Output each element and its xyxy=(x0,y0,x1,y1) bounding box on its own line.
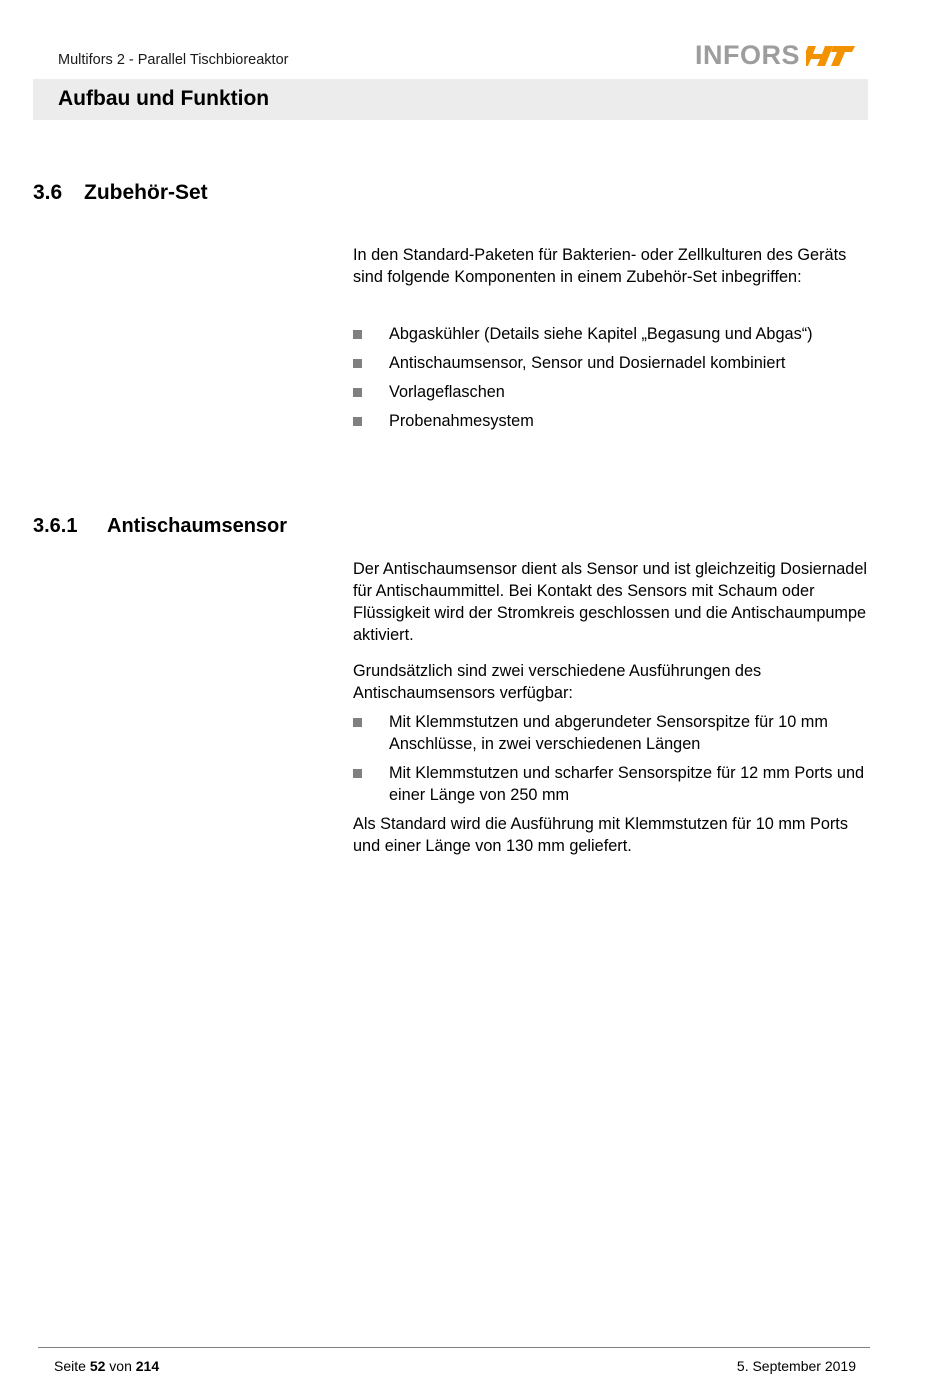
square-bullet-icon xyxy=(353,388,362,397)
document-title: Multifors 2 - Parallel Tischbioreaktor xyxy=(58,52,289,68)
section-heading-3-6 xyxy=(33,181,208,205)
square-bullet-icon xyxy=(353,417,362,426)
ht-logo-icon xyxy=(806,44,856,68)
section-intro-paragraph: In den Standard-Paketen für Bakterien- oder Zellkulturen des Geräts sind folgende Komponenten in einem Zubehör-Set inbegriffen: xyxy=(353,246,847,286)
list-item: Vorlageflaschen xyxy=(353,381,873,403)
subsection-number: 3.6.1 xyxy=(33,515,78,537)
versions-intro-paragraph: Grundsätzlich sind zwei verschiedene Ausführungen des Antischaumsensors verfügbar: xyxy=(353,662,762,702)
section-number: 3.6 xyxy=(33,181,63,204)
square-bullet-icon xyxy=(353,769,362,778)
list-item: Abgaskühler (Details siehe Kapitel „Begasung und Abgas“) xyxy=(353,323,873,345)
list-item: Antischaumsensor, Sensor und Dosiernadel kombiniert xyxy=(353,352,873,374)
section-heading-3-6-1 xyxy=(33,515,287,538)
square-bullet-icon xyxy=(353,330,362,339)
logo-wordmark: INFORS xyxy=(695,40,801,70)
subsection-title: Antischaumsensor xyxy=(107,515,288,537)
chapter-title: Aufbau und Funktion xyxy=(58,87,270,110)
footer-divider xyxy=(38,1347,870,1348)
section-title: Zubehör-Set xyxy=(84,181,208,204)
square-bullet-icon xyxy=(353,359,362,368)
standard-version-paragraph: Als Standard wird die Ausführung mit Klemmstutzen für 10 mm Ports und einer Länge von 130 mm geliefert. xyxy=(353,815,848,855)
antifoam-description-paragraph: Der Antischaumsensor dient als Sensor und ist gleichzeitig Dosiernadel für Antischaummittel. Bei Kontakt des Sensors mit Schaum oder Flüssigkeit wird der Stromkreis geschlossen und die Antischaumpumpe aktiviert. xyxy=(353,560,868,644)
square-bullet-icon xyxy=(353,718,362,727)
sensor-versions-list xyxy=(353,711,873,813)
footer-date: 5. September 2019 xyxy=(736,1358,856,1374)
list-item: Mit Klemmstutzen und scharfer Sensorspitze für 12 mm Ports und einer Länge von 250 mm xyxy=(353,762,873,806)
accessory-list xyxy=(353,323,873,439)
page-number: Seite 52 von 214 xyxy=(54,1358,160,1374)
list-item: Mit Klemmstutzen und abgerundeter Sensorspitze für 10 mm Anschlüsse, in zwei verschiedenen Längen xyxy=(353,711,873,755)
infors-ht-logo xyxy=(695,42,856,69)
list-item: Probenahmesystem xyxy=(353,410,873,432)
chapter-header-bar xyxy=(33,79,868,120)
